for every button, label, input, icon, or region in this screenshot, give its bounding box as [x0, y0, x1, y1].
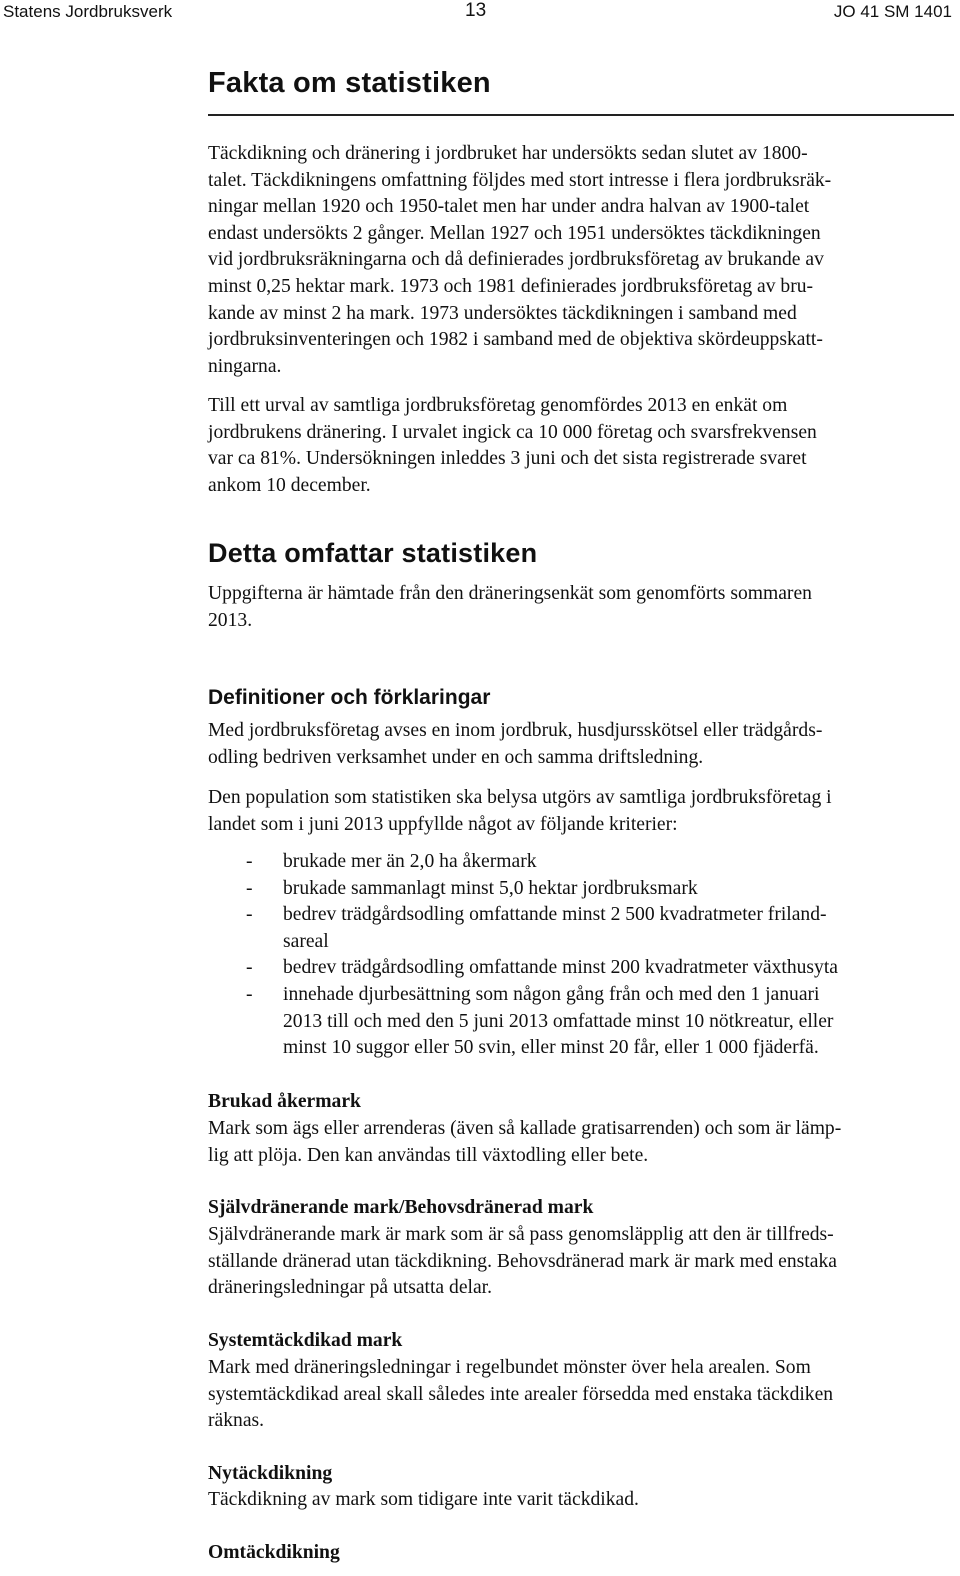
section-title-definitioner: Definitioner och förklaringar: [208, 686, 491, 709]
term-brukad-akermark: Brukad åkermark: [208, 1091, 361, 1112]
text-line: ställande dränerad utan täckdikning. Behovsdränerad mark är mark med enstaka: [208, 1250, 837, 1272]
list-item-text: brukade sammanlagt minst 5,0 hektar jordbruksmark: [283, 877, 698, 899]
criteria-list: [208, 849, 954, 1062]
section-title-fakta: Fakta om statistiken: [208, 67, 491, 99]
text-line: odling bedriven verksamhet under en och samma driftsledning.: [208, 746, 704, 768]
definition-systemtackdikad-mark: [208, 1355, 954, 1435]
text-line: ningarna.: [208, 355, 282, 377]
text-line: kande av minst 2 ha mark. 1973 undersöktes täckdikningen i samband med: [208, 302, 797, 324]
bullet-dash: -: [246, 851, 253, 872]
list-item-text: minst 10 suggor eller 50 svin, eller minst 20 får, eller 1 000 fjäderfä.: [283, 1037, 819, 1059]
definition-brukad-akermark: [208, 1116, 954, 1169]
definition-sjalvdranerande-mark: [208, 1222, 954, 1302]
definition-nytackdikning: [208, 1487, 954, 1514]
paragraph-history: [208, 141, 954, 380]
text-line: minst 0,25 hektar mark. 1973 och 1981 definierades jordbruksföretag av bru-: [208, 275, 814, 297]
term-omtackdikning: Omtäckdikning: [208, 1542, 340, 1563]
text-line: ankom 10 december.: [208, 474, 371, 496]
text-line: Täckdikning av mark som tidigare inte varit täckdikad.: [208, 1489, 639, 1510]
text-line: endast undersökts 2 gånger. Mellan 1927 och 1951 undersöktes täckdikningen: [208, 222, 821, 244]
text-line: jordbrukens dränering. I urvalet ingick ca 10 000 företag och svarsfrekvensen: [208, 421, 817, 443]
text-line: Täckdikning och dränering i jordbruket har undersökts sedan slutet av 1800-: [208, 143, 808, 164]
list-item-text: innehade djurbesättning som någon gång från och med den 1 januari: [283, 983, 820, 1005]
list-item-text: sareal: [283, 930, 329, 952]
paragraph-population: [208, 785, 954, 838]
text-line: var ca 81%. Undersökningen inleddes 3 juni och det sista registrerade svaret: [208, 448, 807, 470]
text-line: Uppgifterna är hämtade från den dräneringsenkät som genomförts sommaren: [208, 583, 812, 604]
text-line: vid jordbruksräkningarna och då definierades jordbruksföretag av brukande av: [208, 249, 824, 271]
text-line: talet. Täckdikningens omfattning följdes med stort intresse i flera jordbruksräk-: [208, 169, 832, 191]
term-systemtackdikad-mark: Systemtäckdikad mark: [208, 1330, 403, 1351]
bullet-dash: -: [246, 957, 253, 979]
section-title-omfattning: Detta omfattar statistiken: [208, 538, 538, 568]
list-item: [208, 955, 954, 982]
list-item: [208, 849, 954, 876]
paragraph-definition-company: [208, 718, 954, 771]
list-item-text: 2013 till och med den 5 juni 2013 omfattade minst 10 nötkreatur, eller: [283, 1010, 834, 1032]
title-divider: [208, 114, 954, 116]
paragraph-source: [208, 581, 954, 634]
text-line: lig att plöja. Den kan användas till växtodling eller bete.: [208, 1144, 649, 1166]
page-number: 13: [465, 0, 487, 21]
text-line: Mark med dräneringsledningar i regelbundet mönster över hela arealen. Som: [208, 1357, 811, 1378]
text-line: dräneringsledningar på utsatta delar.: [208, 1277, 493, 1299]
header-organization: Statens Jordbruksverk: [3, 2, 173, 21]
text-line: landet som i juni 2013 uppfyllde något av följande kriterier:: [208, 813, 678, 835]
text-line: Den population som statistiken ska belysa utgörs av samtliga jordbruksföretag i: [208, 787, 832, 808]
text-line: räknas.: [208, 1410, 265, 1432]
list-item-text: bedrev trädgårdsodling omfattande minst 2 500 kvadratmeter friland-: [283, 904, 827, 926]
paragraph-survey: [208, 393, 954, 499]
bullet-dash: -: [246, 904, 253, 926]
text-line: jordbruksinventeringen och 1982 i samband med de objektiva skördeuppskatt-: [208, 329, 823, 351]
list-item: [208, 902, 954, 955]
text-line: 2013.: [208, 609, 253, 631]
text-line: Med jordbruksföretag avses en inom jordbruk, husdjursskötsel eller trädgårds-: [208, 720, 823, 741]
list-item: [208, 876, 954, 903]
list-item: [208, 982, 954, 1062]
bullet-dash: -: [246, 983, 253, 1005]
bullet-dash: -: [246, 877, 253, 899]
text-line: ningar mellan 1920 och 1950-talet men har under andra halvan av 1900-talet: [208, 196, 810, 218]
list-item-text: bedrev trädgårdsodling omfattande minst 200 kvadratmeter växthusyta: [283, 957, 838, 979]
term-sjalvdranerande-mark: Självdränerande mark/Behovsdränerad mark: [208, 1197, 594, 1218]
page-header: [0, 0, 960, 24]
list-item-text: brukade mer än 2,0 ha åkermark: [283, 851, 537, 872]
text-line: Till ett urval av samtliga jordbruksföretag genomfördes 2013 en enkät om: [208, 395, 788, 416]
text-line: Mark som ägs eller arrenderas (även så kallade gratisarrenden) och som är lämp-: [208, 1118, 842, 1139]
text-line: Självdränerande mark är mark som är så pass genomsläpplig att den är tillfreds-: [208, 1224, 834, 1245]
header-document-id: JO 41 SM 1401: [833, 2, 952, 21]
text-line: systemtäckdikad areal skall således inte arealer försedda med enstaka täckdiken: [208, 1383, 834, 1405]
term-nytackdikning: Nytäckdikning: [208, 1463, 333, 1484]
